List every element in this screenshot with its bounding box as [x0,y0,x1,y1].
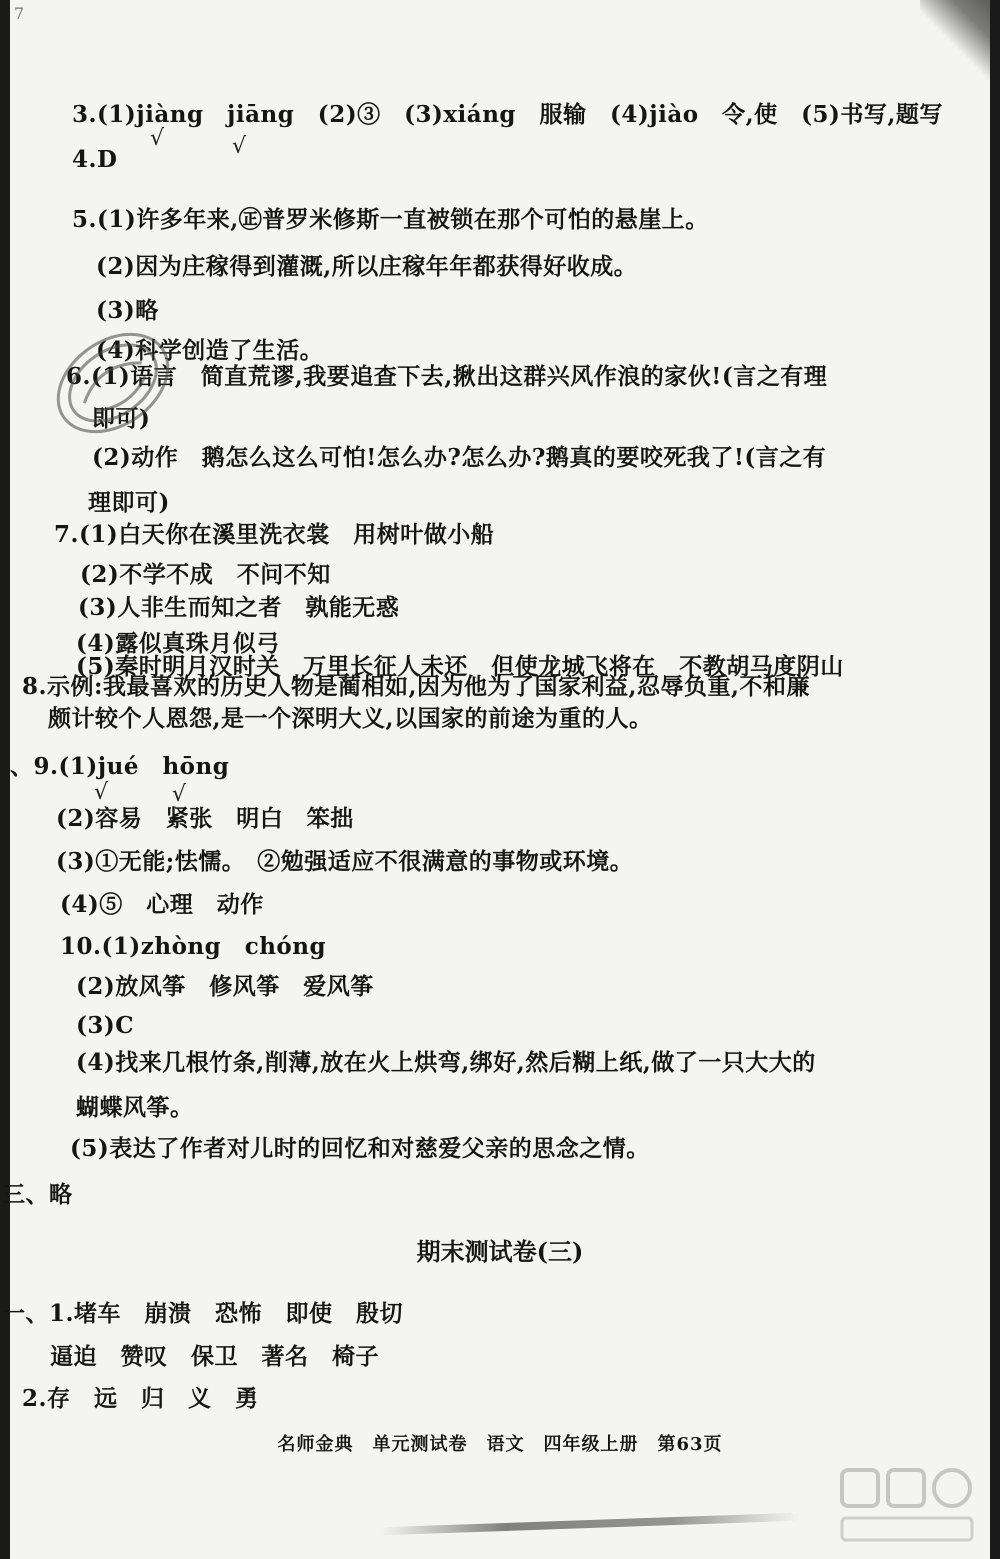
check-mark: √ [232,134,247,159]
answer-text: 4.D [72,146,118,173]
answer-text: (3)C [76,1012,135,1039]
answer-line-q5-1 [72,201,709,234]
answer-line-q9-4 [60,886,264,919]
answer-text: (5)表达了作者对儿时的回忆和对慈爱父亲的思念之情。 [70,1135,650,1162]
answer-text: (4)科学创造了生活。 [96,337,324,364]
answer-line-q7-3 [78,589,399,622]
answer-line-q10-5 [70,1130,650,1163]
answer-text: (2)放风筝 修风筝 爱风筝 [76,973,374,1000]
answer-text: (3)人非生而知之者 孰能无惑 [78,594,400,621]
answer-line-q9-1 [10,748,229,781]
answer-line-q4 [72,146,117,173]
answer-text: 一、1.堵车 崩溃 恐怖 即使 殷切 [2,1300,404,1327]
answer-text: 8.示例:我最喜欢的历史人物是蔺相如,因为他为了国家利益,忍辱负重,不和廉 [22,673,811,700]
seal-stamp-icon [38,318,188,448]
section-title: 期末测试卷(三) [416,1237,584,1266]
watermark-icon [832,1462,982,1552]
answer-line-q3 [72,96,943,129]
answer-text: 6.(1)语言 简直荒谬,我要追查下去,揪出这群兴风作浪的家伙!(言之有理 [66,363,828,390]
answer-line-q9-3 [56,843,633,876]
answer-line-q10-1 [60,928,326,961]
check-mark: √ [94,780,109,805]
check-mark: √ [150,126,165,151]
answer-text: (2)动作 鹅怎么这么可怕!怎么办?怎么办?鹅真的要咬死我了!(言之有 [92,444,827,471]
corner-mark: 7 [14,4,25,23]
answer-line-q10-2 [76,968,374,1001]
answer-line-q10-4 [76,1044,816,1077]
answer-text: (2)因为庄稼得到灌溉,所以庄稼年年都获得好收成。 [96,253,638,280]
answer-text: (4)⑤ 心理 动作 [60,891,264,918]
answer-text: 逼迫 赞叹 保卫 著名 椅子 [50,1343,379,1370]
answer-text: (4)露似真珠月似弓 [76,630,280,657]
answer-line-q6-2b [88,484,170,517]
scan-edge-right [990,0,1000,1559]
answer-text: (5)秦时明月汉时关 万里长征人未还 但使龙城飞将在 不教胡马度阴山 [76,653,844,680]
answer-text: 颇计较个人恩怨,是一个深明大义,以国家的前途为重的人。 [48,705,653,732]
answer-line-f1-1 [2,1295,403,1328]
answer-text: (3)①无能;怯懦。 ②勉强适应不很满意的事物或环境。 [56,848,634,875]
page-footer: 名师金典 单元测试卷 语文 四年级上册 第63页 [277,1434,723,1455]
answer-text: 蝴蝶风筝。 [76,1094,194,1121]
answer-line-q7-2 [80,556,331,589]
answer-line-q10-4b [76,1089,194,1122]
scan-streak [380,1513,800,1536]
answer-line-q5-2 [96,248,637,281]
answer-text: (2)容易 紧张 明白 笨拙 [56,805,354,832]
answer-text: (2)不学不成 不问不知 [80,561,331,588]
answer-line-s3 [2,1176,73,1209]
answer-line-f2 [22,1380,259,1413]
answer-text: 、9.(1)jué hōng [10,753,230,780]
answer-text: 3.(1)jiàng jiāng (2)③ (3)xiáng 服输 (4)jiào 令,使 (5)书写,题写 [72,101,943,128]
answer-text: 2.存 远 归 义 勇 [22,1385,259,1412]
answer-text: 7.(1)白天你在溪里洗衣裳 用树叶做小船 [54,521,495,548]
answer-line-q8-2 [48,700,653,733]
check-mark: √ [172,782,187,807]
answer-text: (3)略 [96,297,159,324]
answer-text: 10.(1)zhòng chóng [60,933,327,960]
answer-text: 即可) [92,405,151,432]
answer-text: 5.(1)许多年来,㊣普罗米修斯一直被锁在那个可怕的悬崖上。 [72,206,709,233]
answer-text: 三、略 [2,1181,73,1208]
answer-text: (4)找来几根竹条,削薄,放在火上烘弯,绑好,然后糊上纸,做了一只大大的 [76,1049,816,1076]
answer-line-q7-1 [54,516,494,549]
folded-corner [920,0,990,80]
answer-line-q6-2 [92,439,826,472]
answer-text: 理即可) [88,489,170,516]
answer-line-f1-2 [50,1338,379,1371]
answer-line-q10-3 [76,1012,134,1039]
answer-line-q8-1 [22,668,810,701]
